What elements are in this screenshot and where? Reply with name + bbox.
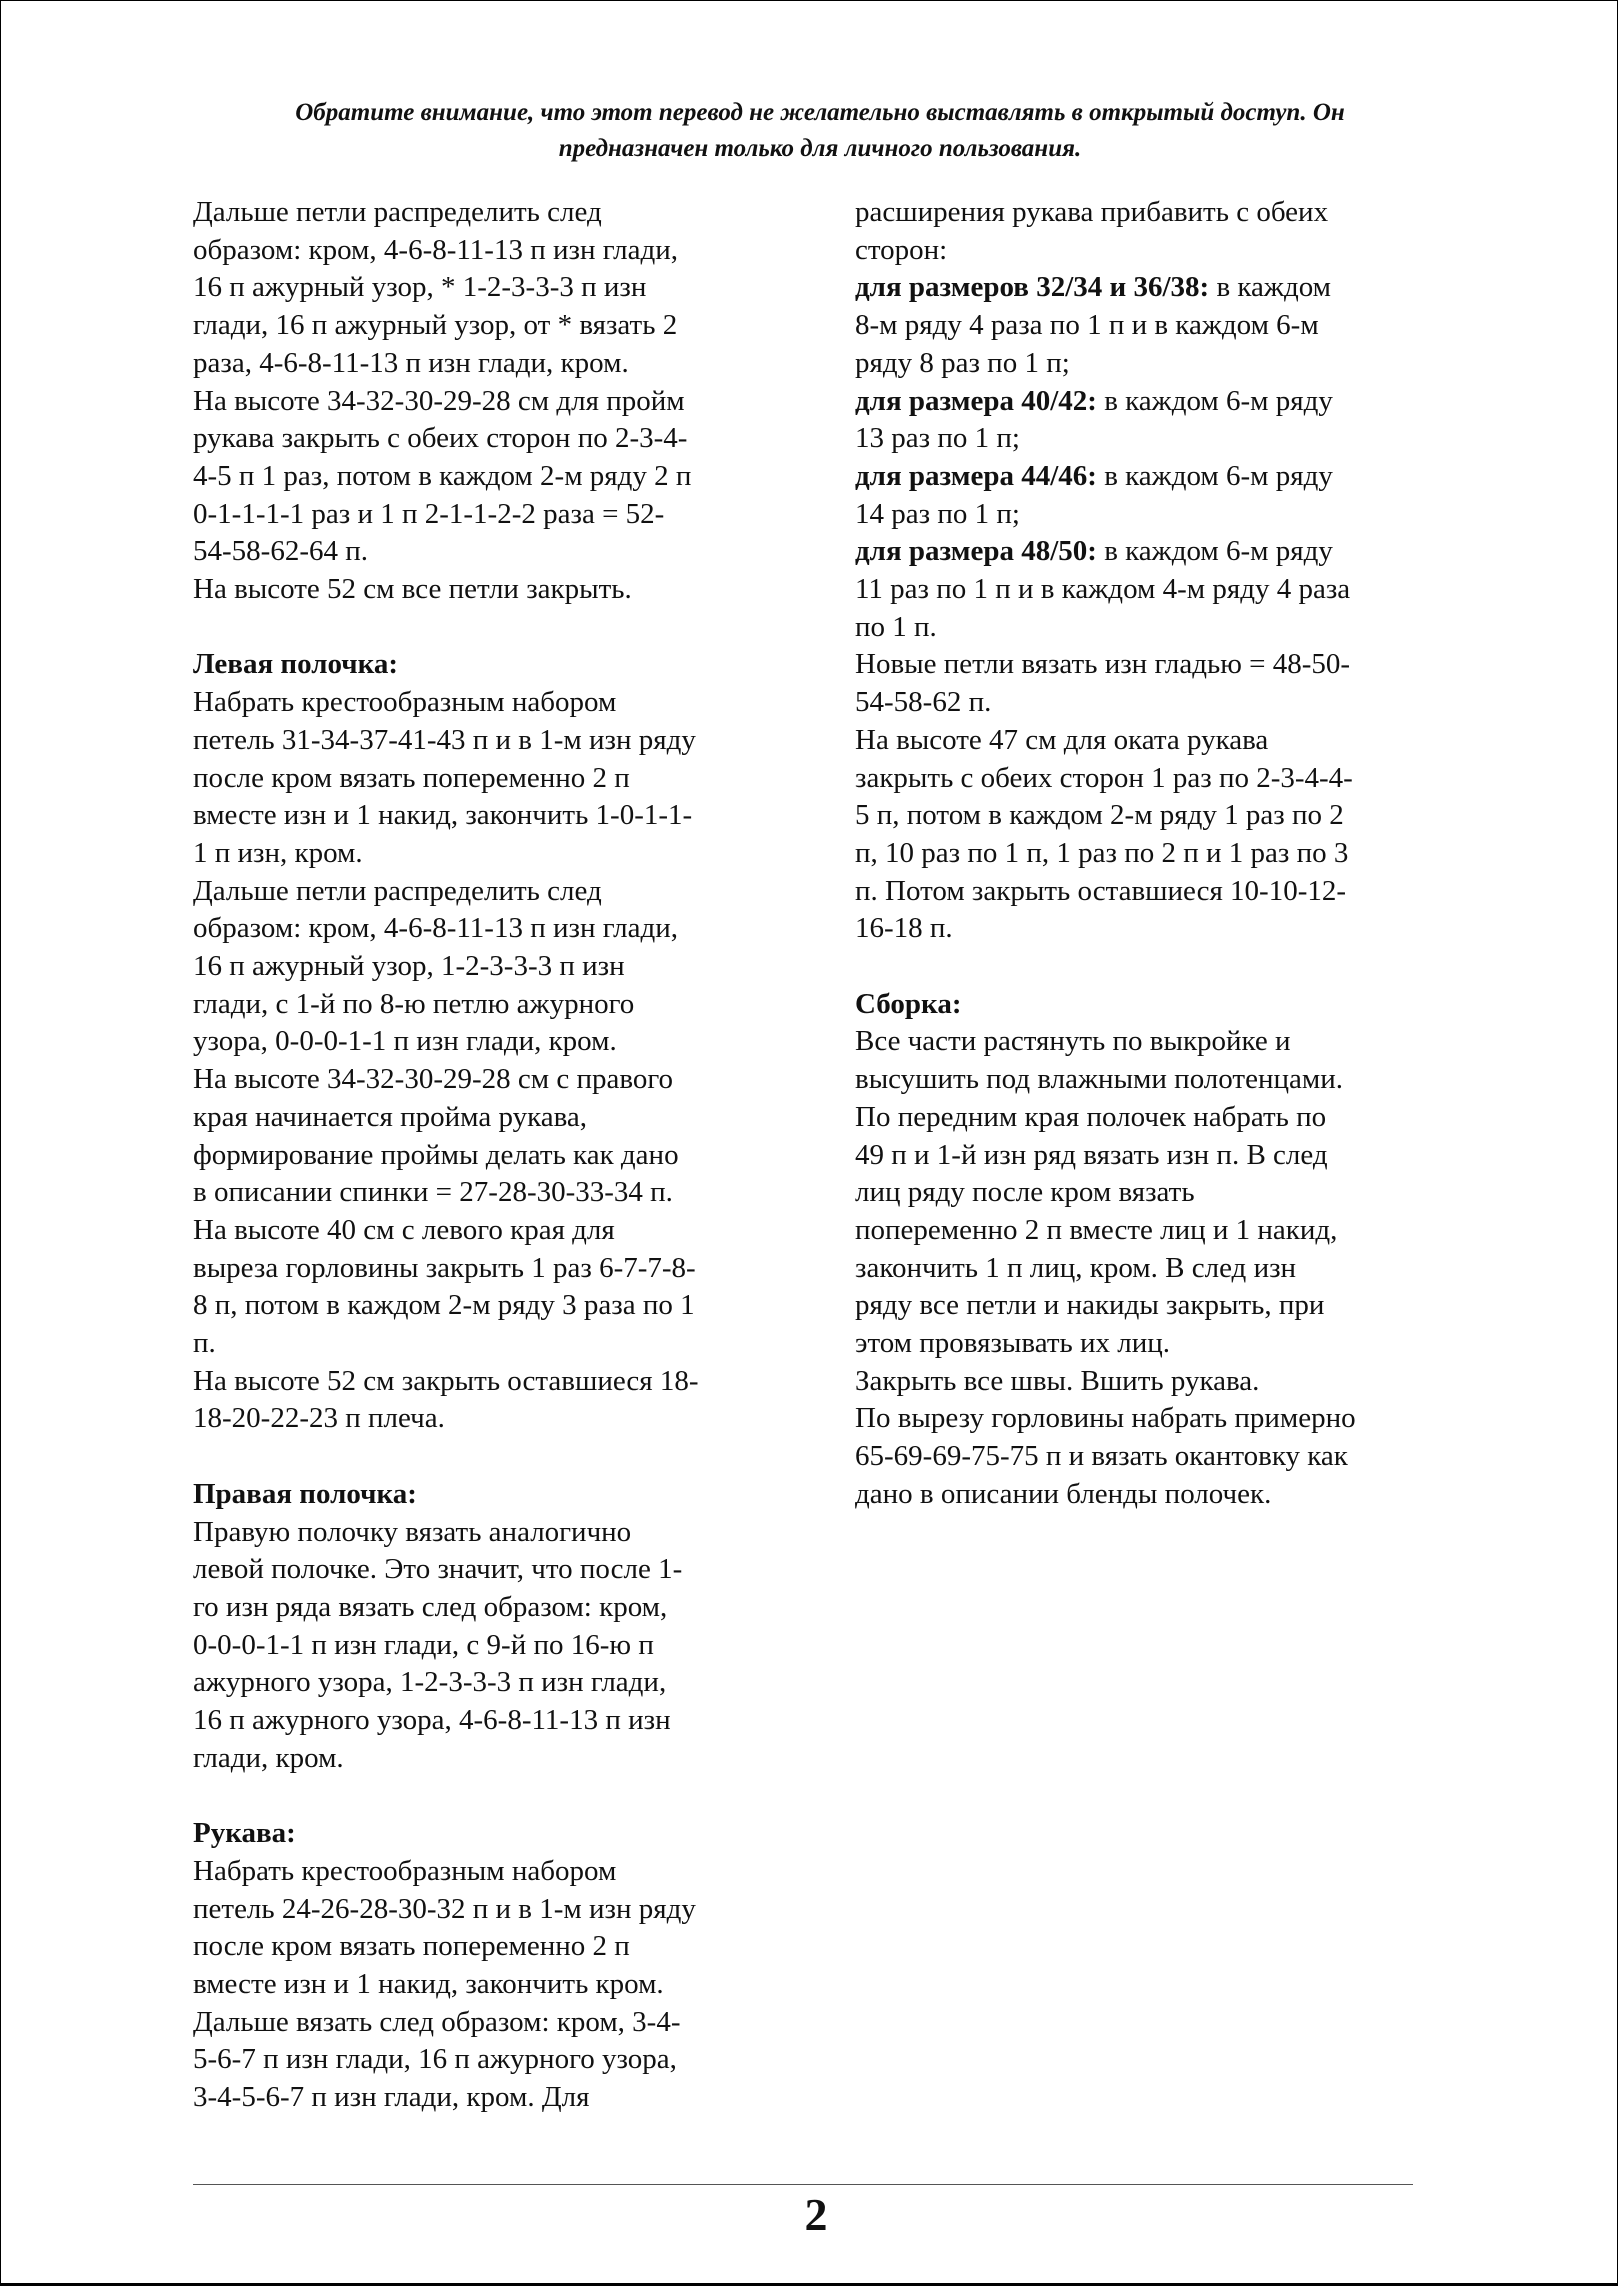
sleeves-section [193,1815,783,2117]
size-text: в каждом 6-м ряду [1096,459,1333,492]
section-heading-left-front: Левая полочка: [193,648,399,681]
text-line: формирование проймы делать как дано [193,1138,679,1171]
text-line: 8 п, потом в каждом 2-м ряду 3 раза по 1 [193,1289,695,1322]
text-line: 16 п ажурный узор, 1-2-3-3-3 п изн [193,950,625,983]
back-continuation [193,194,783,609]
text-line: п. [193,1327,216,1360]
text-line: Дальше вязать след образом: кром, 3-4- [193,2005,681,2038]
text-line: закрыть с обеих сторон 1 раз по 2-3-4-4- [855,761,1353,794]
text-line: петель 31-34-37-41-43 п и в 1-м изн ряду [193,723,696,756]
text-line: края начинается пройма рукава, [193,1100,588,1133]
size-text: в каждом 6-м ряду [1096,535,1333,568]
text-line: глади, с 1-й по 8-ю петлю ажурного [193,987,635,1020]
text-line: левой полочке. Это значит, что после 1- [193,1553,683,1586]
text-line: дано в описании бленды полочек. [855,1477,1272,1510]
text-line: после кром вязать попеременно 2 п [193,1930,630,1963]
notice-line: Обратите внимание, что этот перевод не желательно выставлять в открытый доступ. Он [295,99,1345,126]
sleeve-increase [855,194,1455,948]
text-line: 5-6-7 п изн глади, 16 п ажурного узора, [193,2043,677,2076]
text-line: 54-58-62 п. [855,686,992,719]
text-line: На высоте 47 см для оката рукава [855,723,1269,756]
text-line: 54-58-62-64 п. [193,535,368,568]
text-line: по 1 п. [855,610,937,643]
size-label: для размера 48/50: [855,535,1097,568]
text-line: глади, 16 п ажурный узор, от * вязать 2 [193,309,678,342]
text-line: Новые петли вязать изн гладью = 48-50- [855,648,1351,681]
text-line: сторон: [855,233,948,266]
text-line: вместе изн и 1 накид, закончить кром. [193,1968,664,2000]
text-line: На высоте 40 см с левого края для [193,1213,615,1246]
text-line: Дальше петли распределить след [193,874,602,907]
size-32-38-line [855,269,1455,307]
text-line: 16 п ажурный узор, * 1-2-3-3-3 п изн [193,271,647,304]
text-line: раза, 4-6-8-11-13 п изн глади, кром. [193,346,629,379]
size-text: в каждом 6-м ряду [1096,384,1333,417]
text-line: 16 п ажурного узора, 4-6-8-11-13 п изн [193,1704,671,1737]
size-44-46-line [855,458,1455,496]
text-line: п. Потом закрыть оставшиеся 10-10-12- [855,874,1347,907]
text-line: п, 10 раз по 1 п, 1 раз по 2 п и 1 раз по 3 [855,836,1349,869]
notice-line: предназначен только для личного пользования. [558,135,1082,162]
text-line: 18-20-22-23 п плеча. [193,1402,445,1435]
section-heading-sleeves: Рукава: [193,1817,296,1850]
paragraph-gap [193,1778,783,1816]
text-line: лиц ряду после кром вязать [855,1176,1195,1209]
paragraph-gap [855,948,1455,986]
paragraph-gap [193,1438,783,1476]
paragraph-gap [193,609,783,647]
text-line: 13 раз по 1 п; [855,422,1020,455]
copyright-notice [180,95,1460,167]
text-line: Набрать крестообразным набором [193,1854,617,1887]
text-line: попеременно 2 п вместе лиц и 1 накид, [855,1213,1338,1246]
text-line: высушить под влажными полотенцами. [855,1063,1343,1096]
text-line: Дальше петли распределить след [193,196,602,228]
text-line: На высоте 52 см закрыть оставшиеся 18- [193,1364,699,1397]
text-line: Все части растянуть по выкройке и [855,1025,1291,1058]
text-line: ажурного узора, 1-2-3-3-3 п изн глади, [193,1666,667,1699]
left-front-section [193,646,783,1438]
text-line: го изн ряда вязать след образом: кром, [193,1590,668,1623]
text-line: петель 24-26-28-30-32 п и в 1-м изн ряду [193,1892,696,1925]
text-line: На высоте 52 см все петли закрыть. [193,573,632,606]
text-line: ряду все петли и накиды закрыть, при [855,1289,1325,1322]
text-line: ряду 8 раз по 1 п; [855,346,1070,379]
text-line: 1 п изн, кром. [193,836,363,869]
size-40-42-line [855,383,1455,421]
page-number: 2 [804,2189,828,2240]
text-line: после кром вязать попеременно 2 п [193,761,630,794]
right-front-section [193,1476,783,1778]
size-48-50-line [855,533,1455,571]
text-line: Правую полочку вязать аналогично [193,1515,632,1548]
size-text: в каждом [1209,271,1331,304]
size-label: для размера 40/42: [855,384,1097,417]
text-line: На высоте 34-32-30-29-28 см для пройм [193,384,685,417]
text-line: На высоте 34-32-30-29-28 см с правого [193,1063,674,1096]
text-line: Закрыть все швы. Вшить рукава. [855,1364,1260,1397]
text-line: вместе изн и 1 накид, закончить 1-0-1-1- [193,799,693,832]
text-line: По вырезу горловины набрать примерно [855,1402,1356,1435]
text-line: 0-0-0-1-1 п изн глади, с 9-й по 16-ю п [193,1628,654,1661]
text-line: образом: кром, 4-6-8-11-13 п изн глади, [193,233,679,266]
text-line: 4-5 п 1 раз, потом в каждом 2-м ряду 2 п [193,459,692,492]
text-line: выреза горловины закрыть 1 раз 6-7-7-8- [193,1251,696,1284]
section-heading-assembly: Сборка: [855,987,962,1020]
text-line: 14 раз по 1 п; [855,497,1020,530]
text-line: Набрать крестообразным набором [193,686,617,719]
text-line: расширения рукава прибавить с обеих [855,196,1329,228]
text-line: рукава закрыть с обеих сторон по 2-3-4- [193,422,688,455]
size-label: для размеров 32/34 и 36/38: [855,271,1210,304]
right-column [855,194,1455,1514]
text-line: в описании спинки = 27-28-30-33-34 п. [193,1176,673,1209]
text-line: 49 п и 1-й изн ряд вязать изн п. В след [855,1138,1328,1171]
text-line: 16-18 п. [855,912,953,945]
size-label: для размера 44/46: [855,459,1097,492]
text-line: образом: кром, 4-6-8-11-13 п изн глади, [193,912,679,945]
text-line: закончить 1 п лиц, кром. В след изн [855,1251,1297,1284]
text-line: 3-4-5-6-7 п изн глади, кром. Для [193,2081,590,2114]
text-line: этом провязывать их лиц. [855,1327,1171,1360]
text-line: глади, кром. [193,1741,344,1774]
left-column [193,194,783,2117]
text-line: По передним края полочек набрать по [855,1100,1327,1133]
text-line: 5 п, потом в каждом 2-м ряду 1 раз по 2 [855,799,1344,832]
text-line: 65-69-69-75-75 п и вязать окантовку как [855,1440,1348,1473]
text-line: 0-1-1-1-1 раз и 1 п 2-1-1-2-2 раза = 52- [193,497,665,530]
text-line: 11 раз по 1 п и в каждом 4-м ряду 4 раза [855,573,1351,606]
text-line: узора, 0-0-0-1-1 п изн глади, кром. [193,1025,617,1058]
assembly-section [855,986,1455,1514]
text-line: 8-м ряду 4 раза по 1 п и в каждом 6-м [855,309,1319,342]
section-heading-right-front: Правая полочка: [193,1477,417,1510]
